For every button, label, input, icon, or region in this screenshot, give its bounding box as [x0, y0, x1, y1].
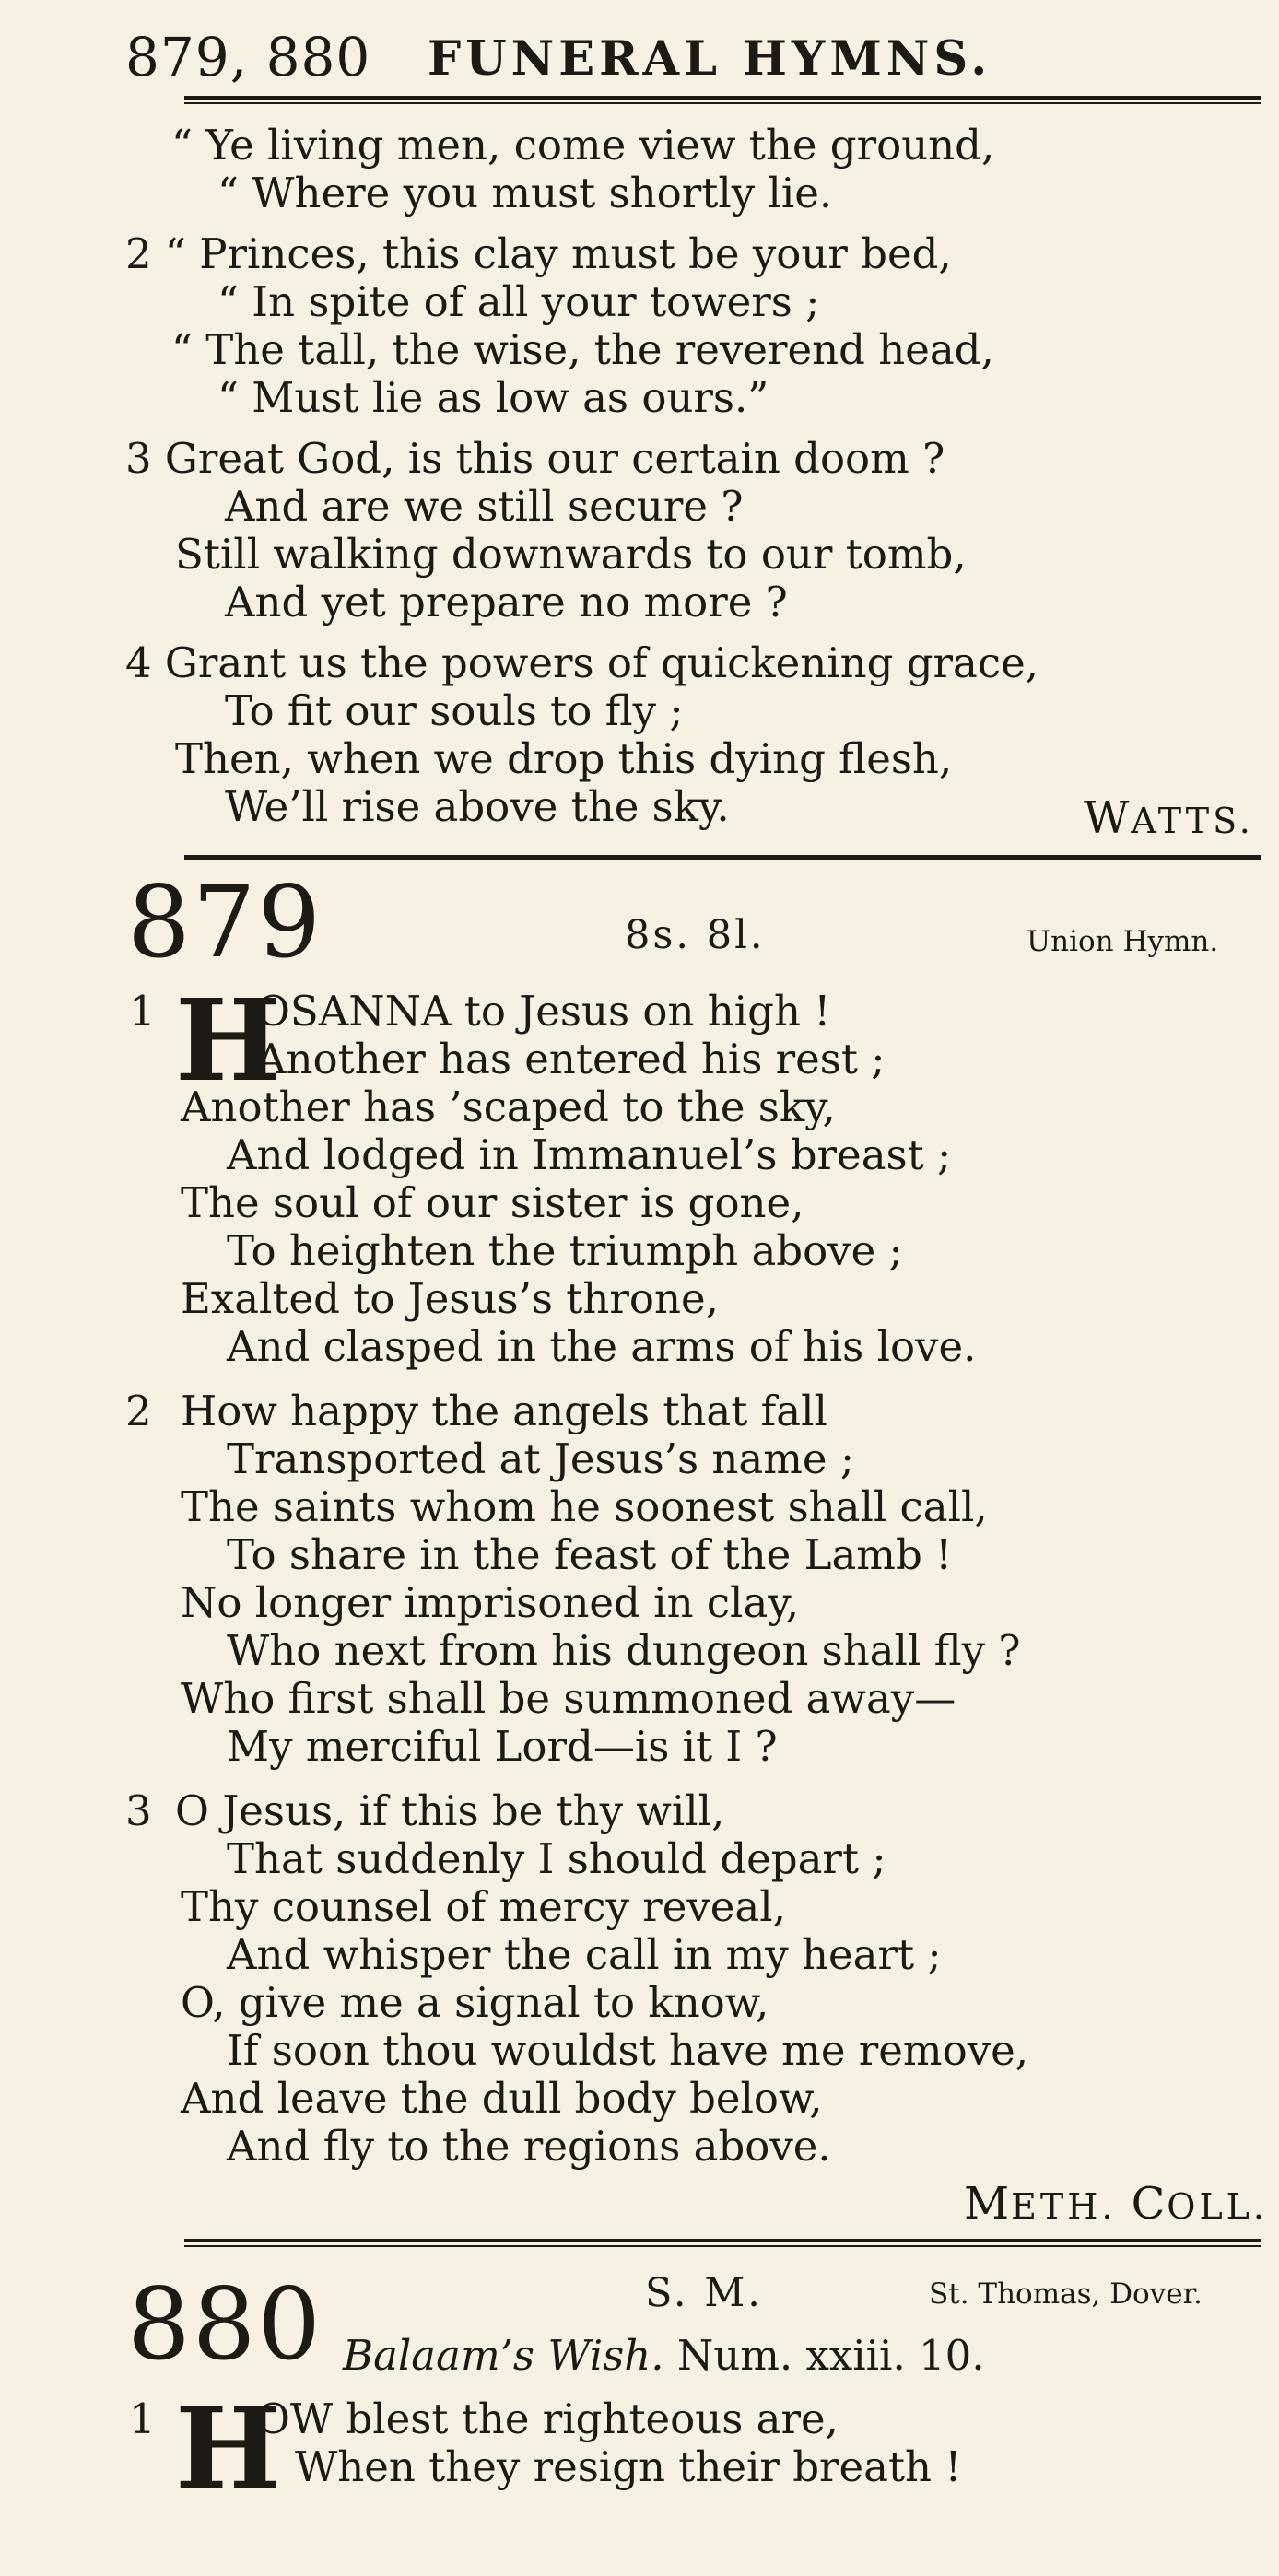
- hymn-number: 879: [127, 865, 323, 980]
- stanza-number: 2: [125, 1387, 152, 1435]
- verse-line: And fly to the regions above.: [227, 2122, 831, 2171]
- tune-name: St. Thomas, Dover.: [929, 2277, 1203, 2311]
- header-rule: [184, 96, 1261, 104]
- verse-line: 2 “ Princes, this clay must be your bed,: [125, 229, 952, 278]
- verse-line: And are we still secure ?: [225, 482, 744, 531]
- hymn-divider: [184, 2239, 1261, 2247]
- stanza-number: 1: [129, 2395, 156, 2443]
- stanza-number: 3: [125, 1786, 152, 1835]
- drop-cap: H: [175, 2382, 282, 2514]
- verse-line: Transported at Jesus’s name ;: [227, 1434, 854, 1483]
- verse-line: Who first shall be summoned away—: [181, 1674, 956, 1723]
- verse-line: Then, when we drop this dying flesh,: [175, 734, 953, 783]
- verse-line: The soul of our sister is gone,: [181, 1178, 804, 1227]
- verse-line: That suddenly I should depart ;: [227, 1834, 886, 1883]
- hymn-number: 880: [127, 2267, 323, 2383]
- verse-line: And lodged in Immanuel’s breast ;: [227, 1130, 952, 1179]
- verse-line: Still walking downwards to our tomb,: [175, 530, 967, 579]
- source-attribution: METH. COLL.: [964, 2178, 1268, 2230]
- verse-line: Another has ’scaped to the sky,: [181, 1083, 836, 1131]
- verse-line: To share in the feast of the Lamb !: [227, 1530, 953, 1579]
- verse-line: And clasped in the arms of his love.: [227, 1322, 977, 1371]
- verse-line: My merciful Lord—is it I ?: [227, 1722, 778, 1771]
- verse-line: Exalted to Jesus’s throne,: [181, 1274, 719, 1323]
- page-header: [125, 22, 1242, 88]
- verse-line: And yet prepare no more ?: [225, 578, 788, 626]
- page-section-title: FUNERAL HYMNS.: [428, 31, 992, 87]
- hymn-subtitle: Balaam’s Wish. Num. xxiii. 10.: [343, 2331, 985, 2380]
- verse-line: “ Where you must shortly lie.: [217, 169, 833, 217]
- verse-line: We’ll rise above the sky.: [225, 782, 730, 831]
- verse-line: The saints whom he soonest shall call,: [181, 1482, 988, 1531]
- verse-line: Who next from his dungeon shall fly ?: [227, 1626, 1021, 1675]
- stanza-number: 1: [129, 987, 156, 1036]
- verse-line: Thy counsel of mercy reveal,: [181, 1882, 786, 1931]
- author-attribution: WATTS.: [1084, 792, 1254, 844]
- verse-line: No longer imprisoned in clay,: [181, 1578, 800, 1627]
- verse-line: And leave the dull body below,: [181, 2074, 823, 2123]
- verse-line: “ Must lie as low as ours.”: [217, 373, 769, 422]
- verse-line: O, give me a signal to know,: [181, 1978, 769, 2027]
- page-hymn-numbers: 879, 880: [125, 26, 371, 88]
- verse-line: If soon thou wouldst have me remove,: [227, 2026, 1029, 2075]
- verse-line: “ In spite of all your towers ;: [217, 277, 820, 326]
- verse-line: And whisper the call in my heart ;: [227, 1930, 942, 1979]
- verse-line: How happy the angels that fall: [181, 1387, 827, 1435]
- verse-line: To heighten the triumph above ;: [227, 1226, 903, 1275]
- hymn-meter: 8s. 8l.: [625, 912, 766, 958]
- verse-line: “ The tall, the wise, the reverend head,: [171, 325, 994, 374]
- verse-line: Another has entered his rest ;: [256, 1035, 886, 1083]
- hymn-divider: [184, 855, 1261, 860]
- verse-line: To fit our souls to fly ;: [225, 686, 684, 735]
- drop-cap: H: [175, 974, 282, 1107]
- verse-line: When they resign their breath !: [295, 2442, 962, 2491]
- hymn-meter: S. M.: [645, 2270, 763, 2316]
- verse-line: OSANNA to Jesus on high !: [256, 987, 831, 1036]
- verse-line: “ Ye living men, come view the ground,: [171, 121, 995, 170]
- verse-line: 4 Grant us the powers of quickening grace,: [125, 638, 1039, 687]
- tune-name: Union Hymn.: [1027, 925, 1219, 958]
- verse-line: O Jesus, if this be thy will,: [175, 1786, 725, 1835]
- verse-line: OW blest the righteous are,: [256, 2395, 839, 2443]
- verse-line: 3 Great God, is this our certain doom ?: [125, 434, 945, 483]
